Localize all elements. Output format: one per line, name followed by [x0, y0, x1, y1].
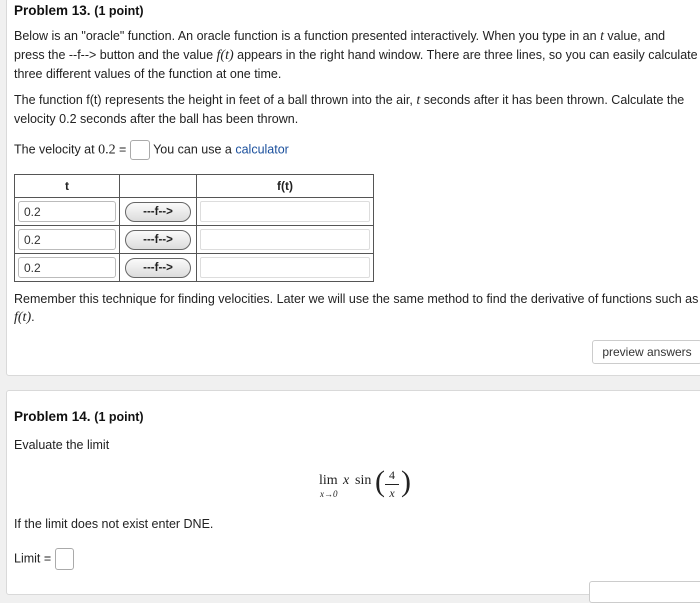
- preview-answers-button[interactable]: preview answers: [592, 340, 700, 364]
- oracle-table: [14, 174, 374, 282]
- f-button-2[interactable]: ---f-->: [125, 230, 191, 250]
- t-input-2[interactable]: 0.2: [18, 229, 116, 250]
- limit-var: x: [343, 473, 350, 488]
- problem-14-title: Problem 14. (1 point): [14, 409, 144, 424]
- lim-operator: lim: [319, 473, 338, 488]
- dne-note: If the limit does not exist enter DNE.: [14, 517, 214, 531]
- fraction-denominator: x: [389, 486, 395, 500]
- f-output-3: [200, 257, 370, 278]
- limit-answer-input[interactable]: [55, 548, 74, 570]
- t-input-3[interactable]: 0.2: [18, 257, 116, 278]
- problem-13-remember: Remember this technique for finding velocities. Later we will use the same method to find the derivative of functions such as f(t).: [14, 292, 699, 325]
- f-button-1[interactable]: ---f-->: [125, 202, 191, 222]
- f-button-3[interactable]: ---f-->: [125, 258, 191, 278]
- right-paren: ): [401, 465, 411, 498]
- column-header-button: [120, 175, 197, 198]
- velocity-answer-row: The velocity at 0.2 = You can use a calculator: [14, 140, 699, 160]
- f-output-1: [200, 201, 370, 222]
- calculator-link[interactable]: calculator: [235, 142, 289, 157]
- problem-13-card: [6, 0, 700, 376]
- problem-13-title: Problem 13. (1 point): [14, 3, 144, 18]
- limit-answer-row: Limit =: [14, 548, 699, 570]
- table-row: [15, 254, 374, 282]
- velocity-answer-input[interactable]: [130, 140, 150, 160]
- column-header-t: t: [15, 175, 120, 198]
- problem-14-prompt: Evaluate the limit: [14, 438, 110, 452]
- oracle-header-row: [15, 175, 374, 198]
- column-header-ft: f(t): [197, 175, 374, 198]
- left-paren: (: [375, 465, 385, 498]
- table-row: [15, 226, 374, 254]
- partial-button[interactable]: [589, 581, 700, 603]
- lim-subscript: x→0: [320, 489, 338, 499]
- table-row: [15, 198, 374, 226]
- fraction-bar: [385, 484, 399, 485]
- f-output-2: [200, 229, 370, 250]
- problem-13-intro: Below is an "oracle" function. An oracle function is a function presented interactively. When you type in an t value, and press the --f--> button and the value f(t) appears in the right hand window. There are three lines, so you can easily calculate three different values of the function at one time.: [14, 29, 698, 81]
- problem-13-question: The function f(t) represents the height in feet of a ball thrown into the air, t seconds after it has been thrown. Calculate the velocity 0.2 seconds after the ball has been thrown.: [14, 93, 685, 126]
- limit-expression: [317, 467, 412, 507]
- sin-func: sin: [355, 473, 372, 488]
- t-input-1[interactable]: 0.2: [18, 201, 116, 222]
- fraction-numerator: 4: [389, 468, 395, 482]
- problem-14-card: [6, 390, 700, 595]
